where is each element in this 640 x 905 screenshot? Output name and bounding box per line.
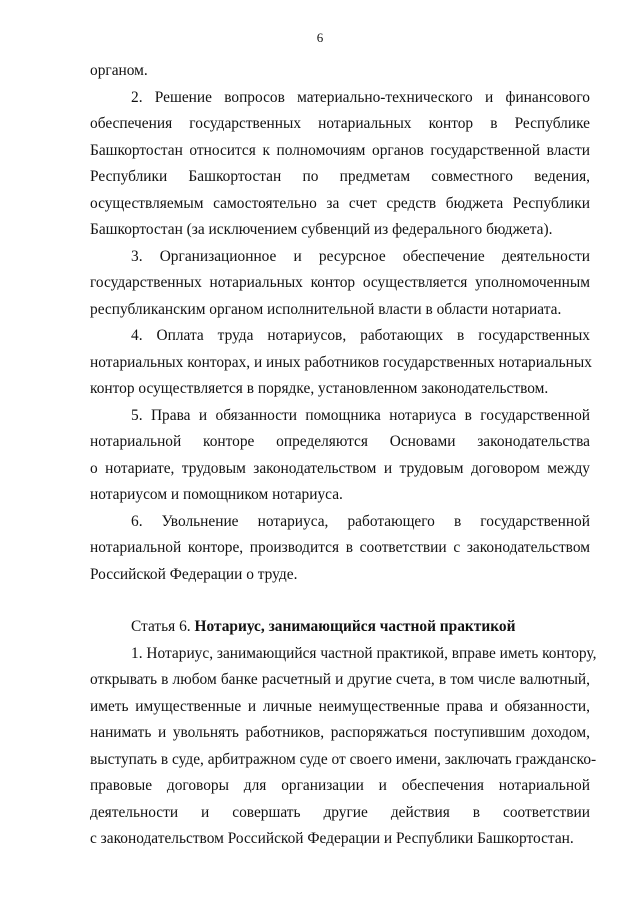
article-paragraph-1 bbox=[90, 641, 597, 853]
text-line: контор осуществляется в порядке, установленном законодательством. bbox=[90, 380, 549, 397]
text-line: органом. bbox=[90, 62, 148, 79]
text-line: выступать в суде, арбитражном суде от своего имени, заключать гражданско- bbox=[90, 750, 597, 768]
paragraph-item-4 bbox=[90, 323, 590, 403]
text-line: нотариальной конторе определяются Основами законодательства bbox=[90, 433, 590, 450]
paragraph-item-3 bbox=[90, 244, 590, 324]
text-line: Российской Федерации о труде. bbox=[90, 565, 298, 583]
text-line: 5. Права и обязанности помощника нотариуса в государственной bbox=[131, 406, 590, 424]
text-line: обеспечения государственных нотариальных контор в Республике bbox=[90, 115, 590, 132]
text-line: 2. Решение вопросов материально-технического и финансового bbox=[131, 88, 590, 106]
text-line: Башкортостан (за исключением субвенций из федерального бюджета). bbox=[90, 221, 553, 238]
text-line: республиканским органом исполнительной власти в области нотариата. bbox=[90, 300, 562, 318]
paragraph-item-5 bbox=[90, 403, 590, 509]
text-line: 6. Увольнение нотариуса, работающего в государственной bbox=[131, 512, 590, 530]
section-spacer bbox=[90, 588, 590, 614]
text-line: о нотариате, трудовым законодательством и трудовым договором между bbox=[90, 459, 590, 477]
paragraph-item-6 bbox=[90, 509, 590, 589]
article-prefix: Статья 6. bbox=[131, 618, 191, 635]
document-body bbox=[90, 58, 597, 853]
text-line: 3. Организационное и ресурсное обеспечение деятельности bbox=[131, 247, 590, 265]
paragraph-continuation bbox=[90, 58, 590, 85]
text-line: правовые договоры для организации и обеспечения нотариальной bbox=[90, 777, 590, 794]
text-line: иметь имущественные и личные неимущественные права и обязанности, bbox=[90, 697, 590, 715]
text-line: Республики Башкортостан по предметам совместного ведения, bbox=[90, 168, 590, 185]
article-heading bbox=[90, 614, 590, 641]
text-line: деятельности и совершать другие действия в соответствии bbox=[90, 803, 590, 821]
text-line: с законодательством Российской Федерации и Республики Башкортостан. bbox=[90, 830, 574, 847]
text-line: государственных нотариальных контор осуществляется уполномоченным bbox=[90, 274, 590, 291]
page-number: 6 bbox=[316, 30, 324, 45]
text-line: 4. Оплата труда нотариусов, работающих в государственных bbox=[131, 327, 590, 344]
text-line: 1. Нотариус, занимающийся частной практикой, вправе иметь контору, bbox=[131, 644, 597, 662]
article-title: Нотариус, занимающийся частной практикой bbox=[194, 618, 516, 635]
paragraph-item-2 bbox=[90, 85, 590, 244]
text-line: осуществляемым самостоятельно за счет средств бюджета Республики bbox=[90, 194, 590, 212]
text-line: нанимать и увольнять работников, распоряжаться поступившим доходом, bbox=[90, 724, 590, 741]
text-line: Башкортостан относится к полномочиям органов государственной власти bbox=[90, 141, 590, 159]
text-line: нотариусом и помощником нотариуса. bbox=[90, 486, 343, 503]
text-line: открывать в любом банке расчетный и другие счета, в том числе валютный, bbox=[90, 671, 590, 688]
text-line: нотариальных конторах, и иных работников государственных нотариальных bbox=[90, 353, 592, 371]
text-line: нотариальной конторе, производится в соответствии с законодательством bbox=[90, 539, 590, 556]
